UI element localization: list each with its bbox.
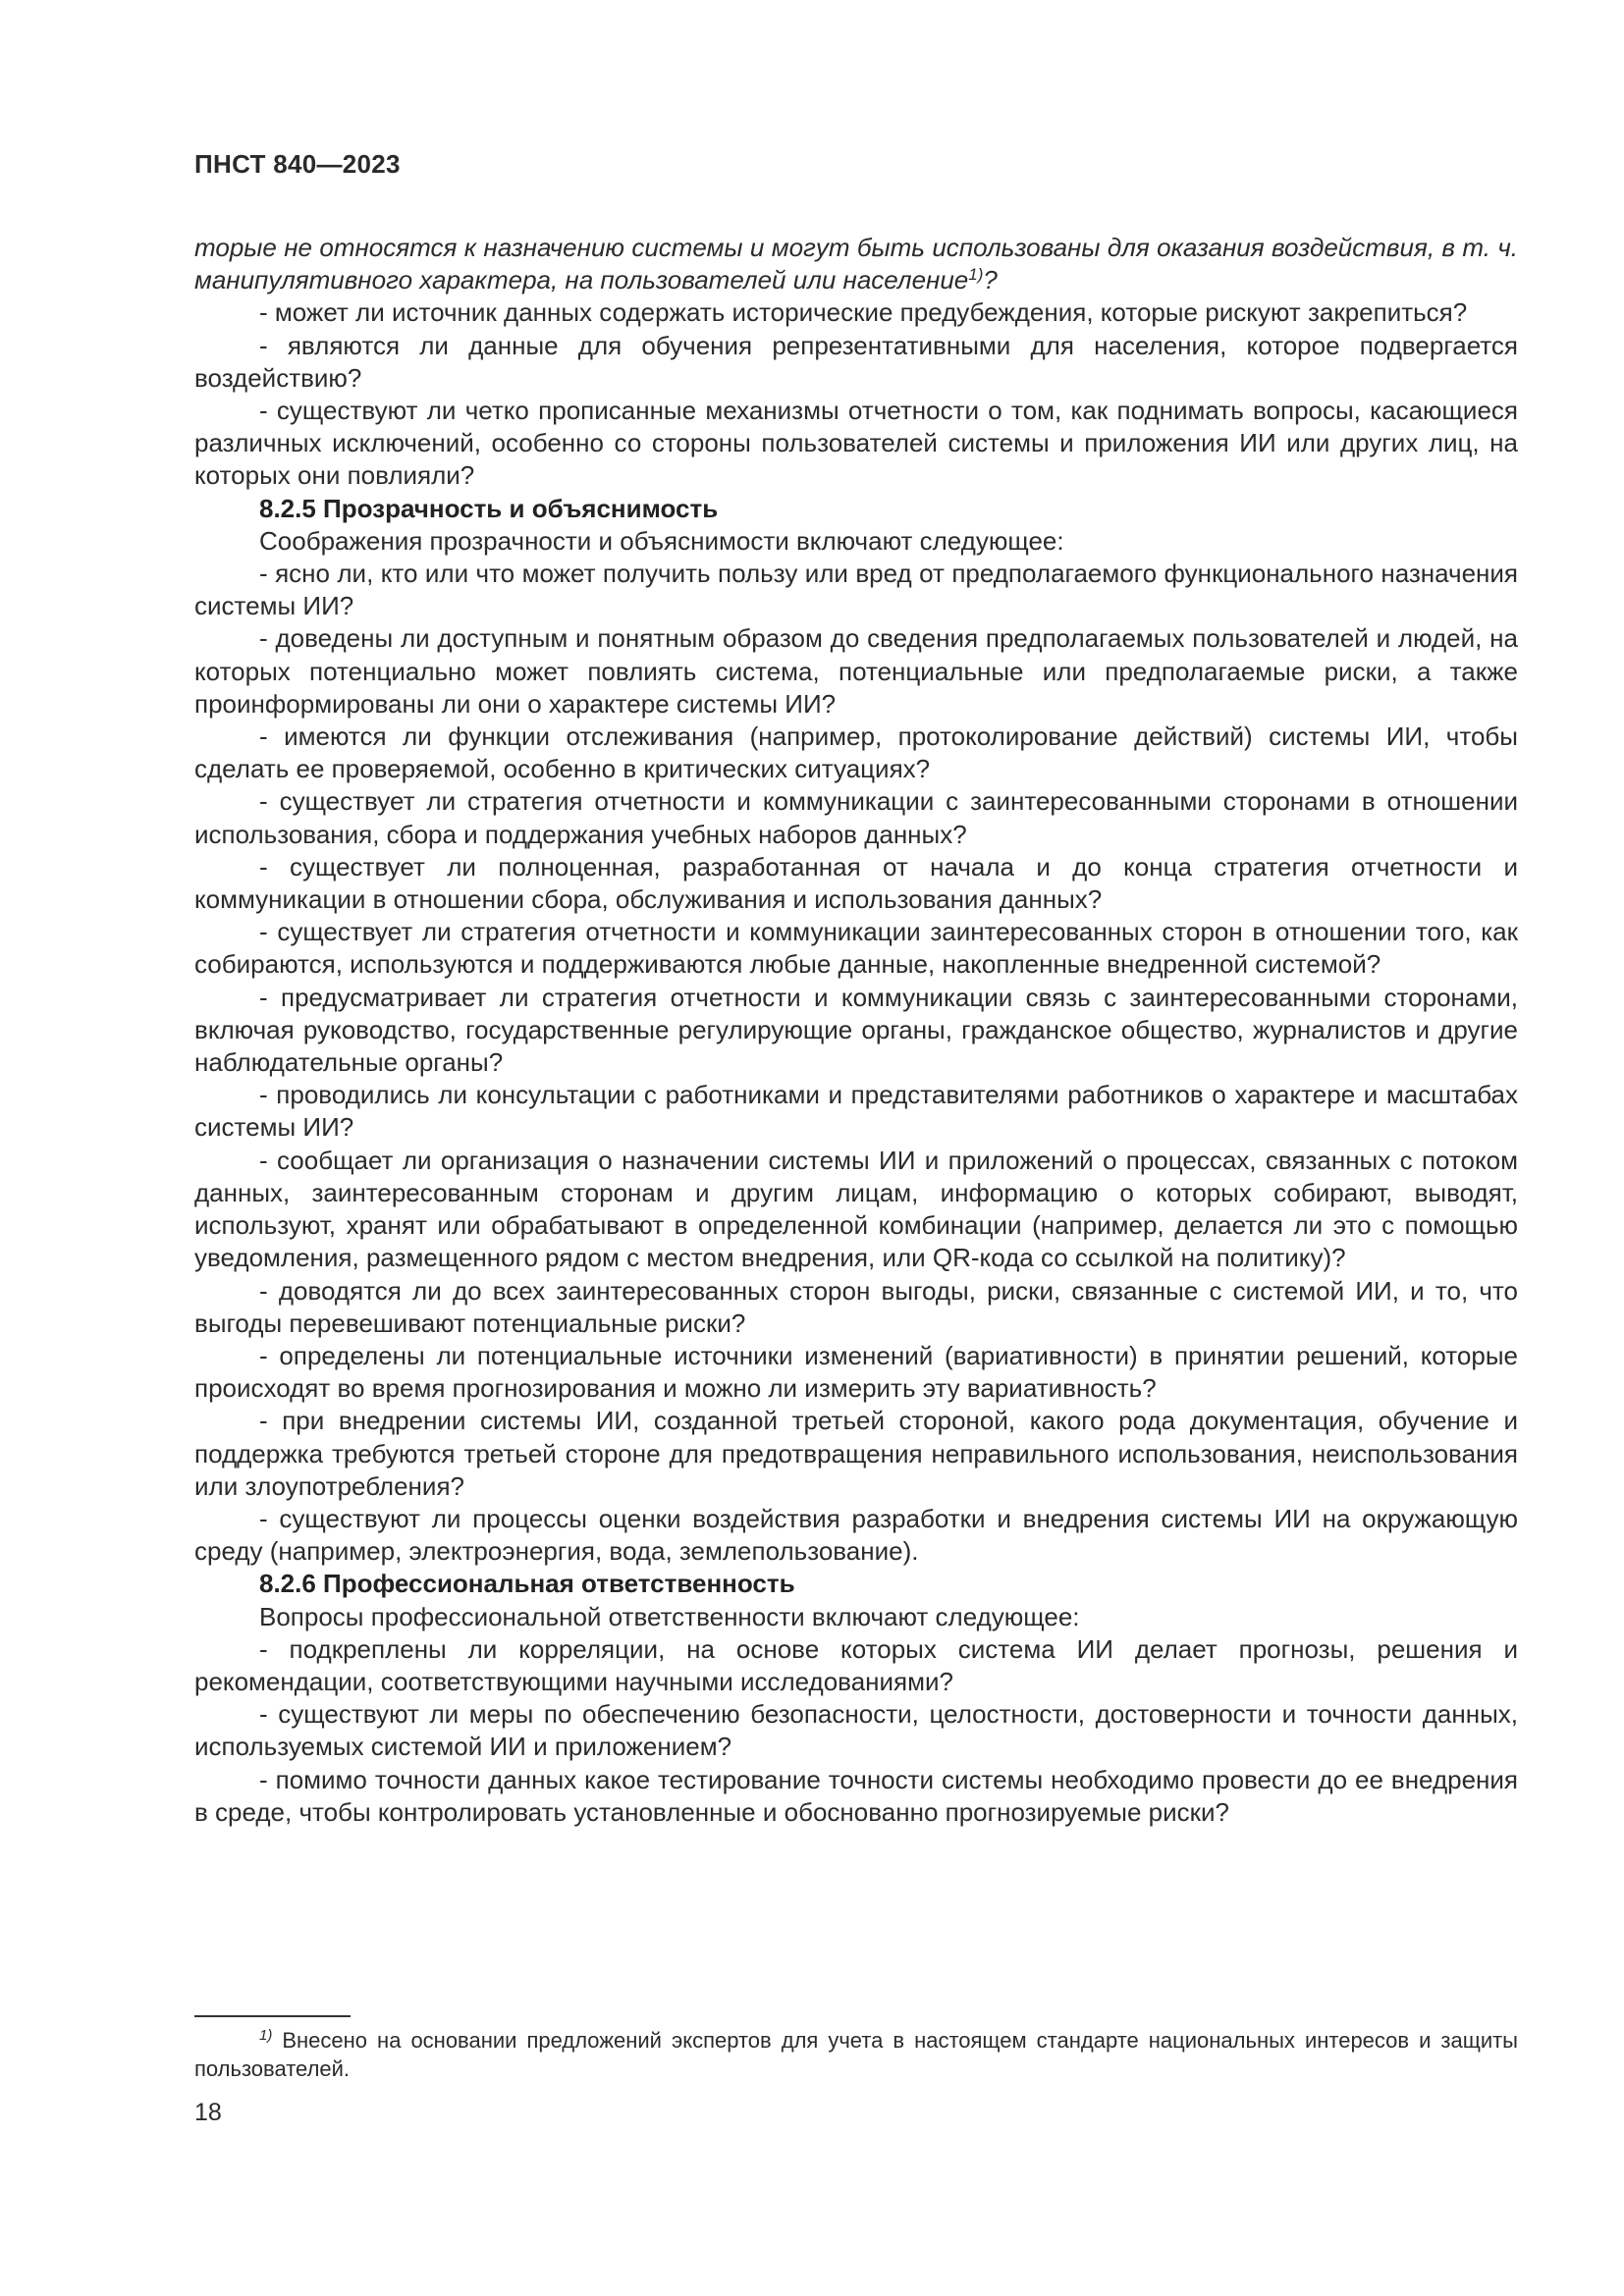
list-item: - ясно ли, кто или что может получить пользу или вред от предполагаемого функционального назначения системы ИИ? — [194, 559, 1518, 621]
document-body — [194, 232, 1518, 1829]
list-item: - при внедрении системы ИИ, созданной третьей стороной, какого рода документация, обучение и поддержка требуются третьей стороне для предотвращения неправильного использования, неиспользования или злоупотребления? — [194, 1406, 1518, 1501]
list-item: - доведены ли доступным и понятным образом до сведения предполагаемых пользователей и людей, на которых потенциально может повлиять система, потенциальные или предполагаемые риски, а также проинформированы ли они о характере системы ИИ? — [194, 623, 1518, 719]
list-item: - определены ли потенциальные источники изменений (вариативности) в принятии решений, которые происходят во время прогнозирования и можно ли измерить эту вариативность? — [194, 1340, 1518, 1404]
footnote-text: Внесено на основании предложений экспертов для учета в настоящем стандарте национальных интересов и защиты пользователей. — [194, 2028, 1518, 2081]
footnote-reference[interactable]: 1) — [968, 265, 984, 285]
section-intro: Соображения прозрачности и объяснимости включают следующее: — [259, 525, 1064, 556]
page-number: 18 — [194, 2099, 222, 2126]
list-item: - предусматривает ли стратегия отчетности и коммуникации связь с заинтересованными сторонами, включая руководство, государственные регулирующие органы, гражданское общество, журналистов и другие наблюдательные органы? — [194, 982, 1518, 1078]
list-item: - подкреплены ли корреляции, на основе которых система ИИ делает прогнозы, решения и рекомендации, соответствующими научными исследованиями? — [194, 1633, 1518, 1696]
continued-italic-text: торые не относятся к назначению системы и могут быть использованы для оказания воздействия, в т. ч. манипулятивного характера, на пользователей или население — [194, 233, 1518, 295]
document-header: ПНСТ 840—2023 — [194, 149, 401, 179]
list-item: - существуют ли четко прописанные механизмы отчетности о том, как поднимать вопросы, касающиеся различных исключений, особенно со стороны пользователей системы и приложения ИИ или других лиц, на которых они повлияли? — [194, 396, 1518, 491]
section-intro: Вопросы профессиональной ответственности включают следующее: — [259, 1601, 1080, 1631]
list-item: - сообщает ли организация о назначении системы ИИ и приложений о процессах, связанных с потоком данных, заинтересованным сторонам и другим лицам, информацию о которых собирают, выводят, используют, хранят или обрабатывают в определенной комбинации (например, делается ли это с помощью уведомления, размещенного рядом с местом внедрения, или QR-кода со ссылкой на политику)? — [194, 1145, 1518, 1273]
list-item: - существует ли полноценная, разработанная от начала и до конца стратегия отчетности и коммуникации в отношении сбора, обслуживания и использования данных? — [194, 851, 1518, 915]
list-item: - доводятся ли до всех заинтересованных сторон выгоды, риски, связанные с системой ИИ, и то, что выгоды перевешивают потенциальные риски? — [194, 1275, 1518, 1338]
list-item: - являются ли данные для обучения репрезентативными для населения, которое подвергается воздействию? — [194, 330, 1518, 393]
list-item: - проводились ли консультации с работниками и представителями работников о характере и масштабах системы ИИ? — [194, 1080, 1518, 1143]
list-item: - существуют ли процессы оценки воздействия разработки и внедрения системы ИИ на окружающую среду (например, электроэнергия, вода, землепользование). — [194, 1503, 1518, 1567]
list-item: - существуют ли меры по обеспечению безопасности, целостности, достоверности и точности данных, используемых системой ИИ и приложением? — [194, 1699, 1518, 1762]
section-heading-8-2-5: 8.2.5 Прозрачность и объяснимость — [259, 493, 719, 523]
list-item: - существует ли стратегия отчетности и коммуникации заинтересованных сторон в отношении того, как собираются, используются и поддерживаются любые данные, накопленные внедренной системой? — [194, 917, 1518, 980]
footnote — [194, 2026, 1518, 2083]
footnote-mark: 1) — [259, 2027, 273, 2044]
continued-paragraph — [194, 232, 1518, 296]
continued-italic-end: ? — [983, 265, 998, 295]
list-item: - существует ли стратегия отчетности и коммуникации с заинтересованными сторонами в отношении использования, сбора и поддержания учебных наборов данных? — [194, 786, 1518, 849]
list-item: - помимо точности данных какое тестирование точности системы необходимо провести до ее внедрения в среде, чтобы контролировать установленные и обоснованно прогнозируемые риски? — [194, 1764, 1518, 1827]
footnote-divider — [194, 2015, 351, 2017]
list-item: - имеются ли функции отслеживания (например, протоколирование действий) системы ИИ, чтобы сделать ее проверяемой, особенно в критических ситуациях? — [194, 721, 1518, 784]
section-heading-8-2-6: 8.2.6 Профессиональная ответственность — [259, 1569, 795, 1599]
list-item: - может ли источник данных содержать исторические предубеждения, которые рискуют закрепиться? — [259, 297, 1468, 328]
